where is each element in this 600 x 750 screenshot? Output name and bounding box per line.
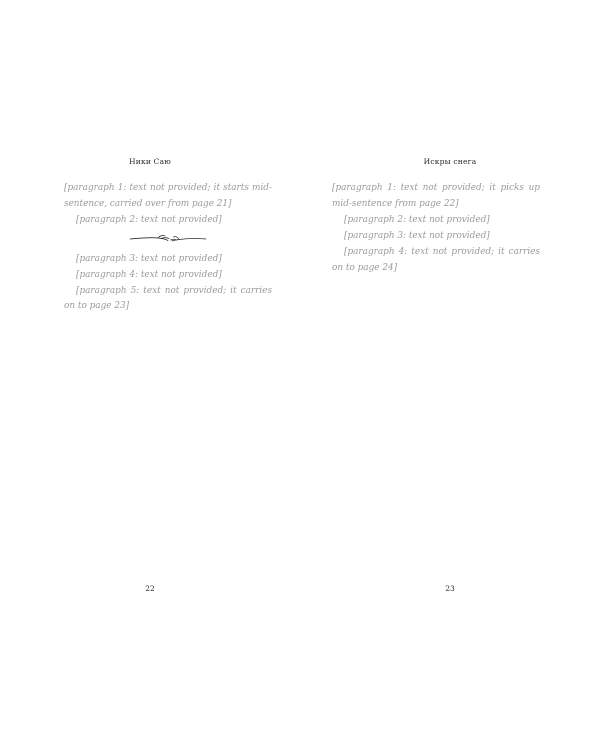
right-page xyxy=(300,0,600,750)
hands-ornament-icon xyxy=(128,232,208,246)
paragraph: [paragraph 3: text not provided] xyxy=(344,230,490,241)
paragraph: [paragraph 3: text not provided] xyxy=(76,253,222,264)
left-page-body xyxy=(64,181,272,563)
paragraph: [paragraph 5: text not provided; it carries on to page 23] xyxy=(64,285,272,312)
right-page-body xyxy=(332,181,540,563)
paragraph: [paragraph 2: text not provided] xyxy=(76,214,222,225)
running-head-title: Искры снега xyxy=(423,157,477,166)
paragraph: [paragraph 1: text not provided; it picks up mid-sentence from page 22] xyxy=(332,183,540,209)
paragraph: [paragraph 1: text not provided; it starts mid-sentence, carried over from page 21] xyxy=(64,183,272,209)
page-number-right: 23 xyxy=(445,584,455,593)
paragraph: [paragraph 4: text not provided] xyxy=(76,269,222,280)
paragraph: [paragraph 4: text not provided; it carries on to page 24] xyxy=(332,246,540,273)
page-number-left: 22 xyxy=(145,584,155,593)
running-head-author: Ники Саю xyxy=(129,157,171,166)
paragraph: [paragraph 2: text not provided] xyxy=(344,214,490,225)
